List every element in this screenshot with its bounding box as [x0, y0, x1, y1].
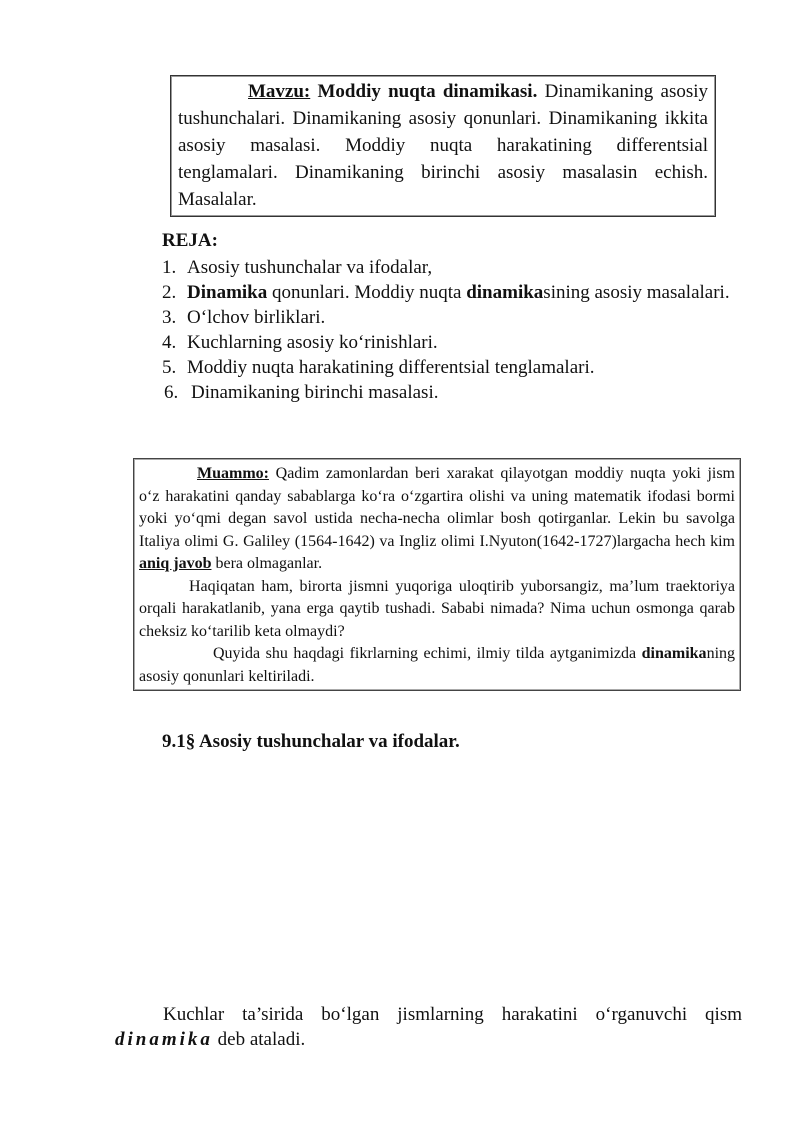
plan-item: 5. Moddiy nuqta harakatining differentsial tenglamalari. — [162, 357, 595, 378]
plan-item: 2. Dinamika qonunlari. Moddiy nuqta dinamikasining asosiy masalalari. — [162, 282, 730, 303]
topic-title: Moddiy nuqta dinamikasi. — [317, 81, 538, 102]
plan-list — [162, 255, 742, 405]
problem-paragraph-1: Muammo: Qadim zamonlardan beri xarakat qilayotgan moddiy nuqta yoki jism o‘z harakatini qanday sabablarga ko‘ra o‘zgartira olishi va uning matematik ifodasi bormi yoki yo‘qmi degan savol ustida necha-necha olimlar bosh qotirganlar. Lekin bu savolga Italiya olimi G. Galiley (1564-1642) va Ingliz olimi I.Nyuton(1642-1727)largacha hech kim aniq javob bera olmaganlar. — [139, 465, 735, 572]
answer-phrase: aniq javob — [139, 555, 212, 572]
problem-box — [133, 458, 741, 691]
topic-label: Mavzu: — [248, 81, 311, 102]
problem-paragraph-3: Quyida shu haqdagi fikrlarning echimi, ilmiy tilda aytganimizda dinamikaning asosiy qonunlari keltiriladi. — [139, 645, 736, 685]
problem-paragraph-2: Haqiqatan ham, birorta jismni yuqoriga uloqtirib yuborsangiz, ma’lum traektoriya orqali harakatlanib, yana erga qaytib tushadi. Sababi nimada? Nima uchun osmonga qarab cheksiz ko‘tarilib keta olmaydi? — [139, 577, 735, 640]
plan-heading: REJA: — [162, 230, 218, 251]
plan-item: 6. Dinamikaning birinchi masalasi. — [164, 382, 439, 403]
plan-item: 1. Asosiy tushunchalar va ifodalar, — [162, 257, 433, 278]
plan-item: 4. Kuchlarning asosiy ko‘rinishlari. — [162, 332, 438, 353]
problem-label: Muammo: — [197, 465, 269, 482]
topic-box — [170, 75, 716, 217]
plan-item: 3. O‘lchov birliklari. — [162, 307, 326, 328]
topic-text: Dinamikaning asosiy tushunchalari. Dinamikaning asosiy qonunlari. Dinamikaning ikkita asosiy masalasi. Moddiy nuqta harakatining differentsial tenglamalari. Dinamikaning birinchi asosiy masalasin echish. Masalalar. — [178, 81, 709, 210]
definition-paragraph: Kuchlar ta’sirida bo‘lgan jismlarning harakatini o‘rganuvchi qism dinamika deb ataladi. — [115, 1004, 742, 1050]
definition-term: dinamika — [115, 1029, 213, 1050]
section-title: 9.1§ Asosiy tushunchalar va ifodalar. — [162, 731, 460, 752]
